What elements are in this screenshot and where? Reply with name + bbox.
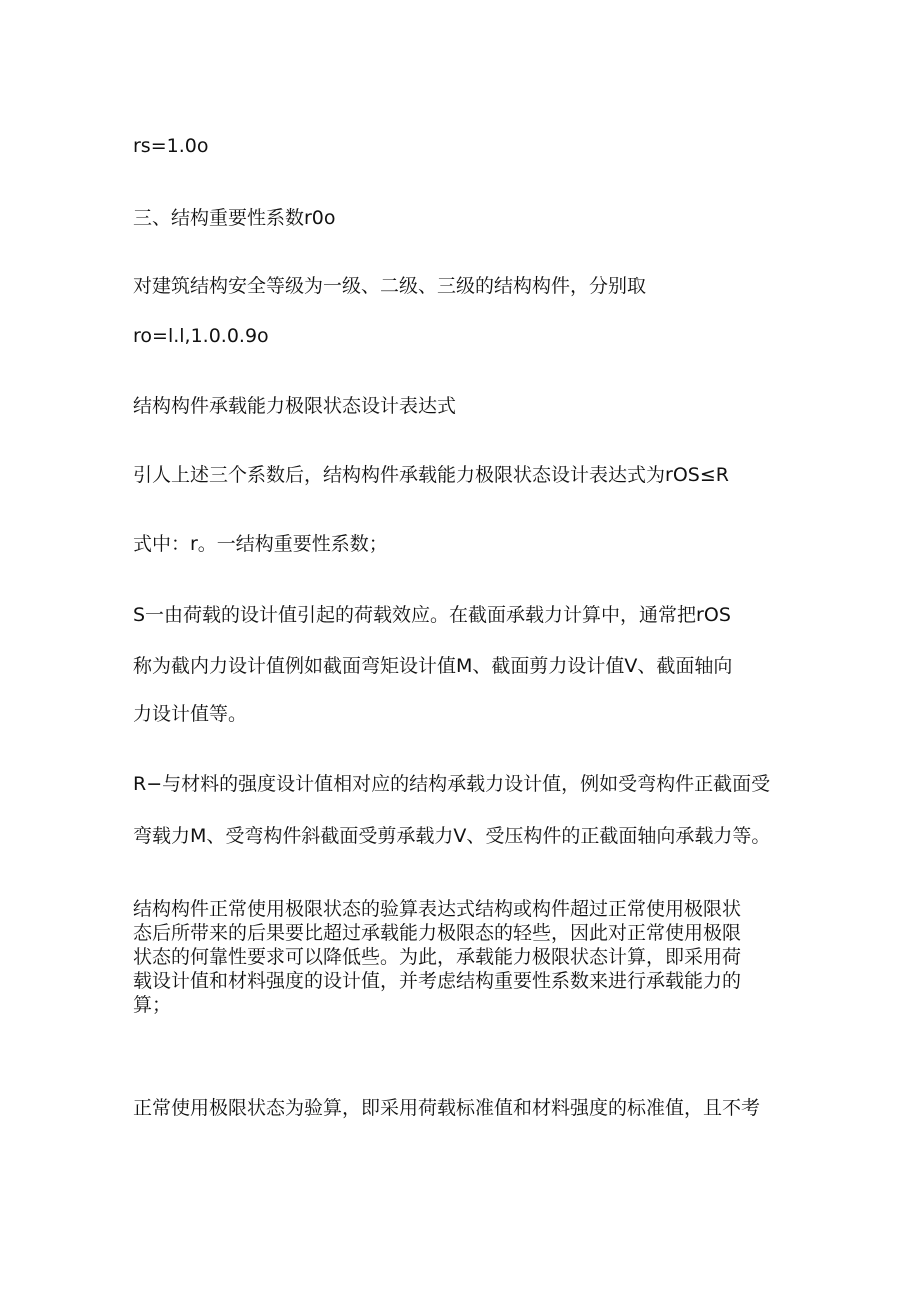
- text-line: ro=l.l,1.0.0.9o: [133, 325, 269, 347]
- section-heading: 结构构件承载能力极限状态设计表达式: [133, 395, 457, 417]
- body-paragraph: [133, 897, 793, 1017]
- text-line: rs=1.0o: [133, 135, 209, 157]
- text-line: 对建筑结构安全等级为一级、二级、三级的结构构件，分别取: [133, 275, 647, 297]
- text-line: 式中：r。一结构重要性系数；: [133, 533, 388, 555]
- text-line: 正常使用极限状态为验算，即采用荷载标准值和材料强度的标准值，且不考: [133, 1097, 761, 1119]
- paragraph-line: 态后所带来的后果要比超过承载能力极限态的轻些，因此对正常使用极限: [133, 922, 742, 944]
- section-heading: 三、结构重要性系数r0o: [133, 207, 336, 229]
- text-line: 称为截内力设计值例如截面弯矩设计值M、截面剪力设计值V、截面轴向: [133, 655, 733, 677]
- paragraph-line: 载设计值和材料强度的设计值，并考虑结构重要性系数来进行承载能力的: [133, 970, 742, 992]
- text-line: S一由荷载的设计值引起的荷载效应。在截面承载力计算中，通常把rOS: [133, 604, 731, 626]
- paragraph-line: 算；: [133, 994, 172, 1016]
- paragraph-line: 状态的何靠性要求可以降低些。为此，承载能力极限状态计算，即采用荷: [133, 946, 742, 968]
- text-line: 力设计值等。: [133, 703, 248, 725]
- paragraph-line: 结构构件正常使用极限状态的验算表达式结构或构件超过正常使用极限状: [133, 898, 742, 920]
- text-line: 引人上述三个系数后，结构构件承载能力极限状态设计表达式为rOS≤R: [133, 464, 729, 486]
- text-line: R−与材料的强度设计值相对应的结构承载力设计值，例如受弯构件正截面受: [133, 773, 771, 795]
- text-line: 弯载力M、受弯构件斜截面受剪承载力V、受压构件的正截面轴向承载力等。: [133, 825, 771, 847]
